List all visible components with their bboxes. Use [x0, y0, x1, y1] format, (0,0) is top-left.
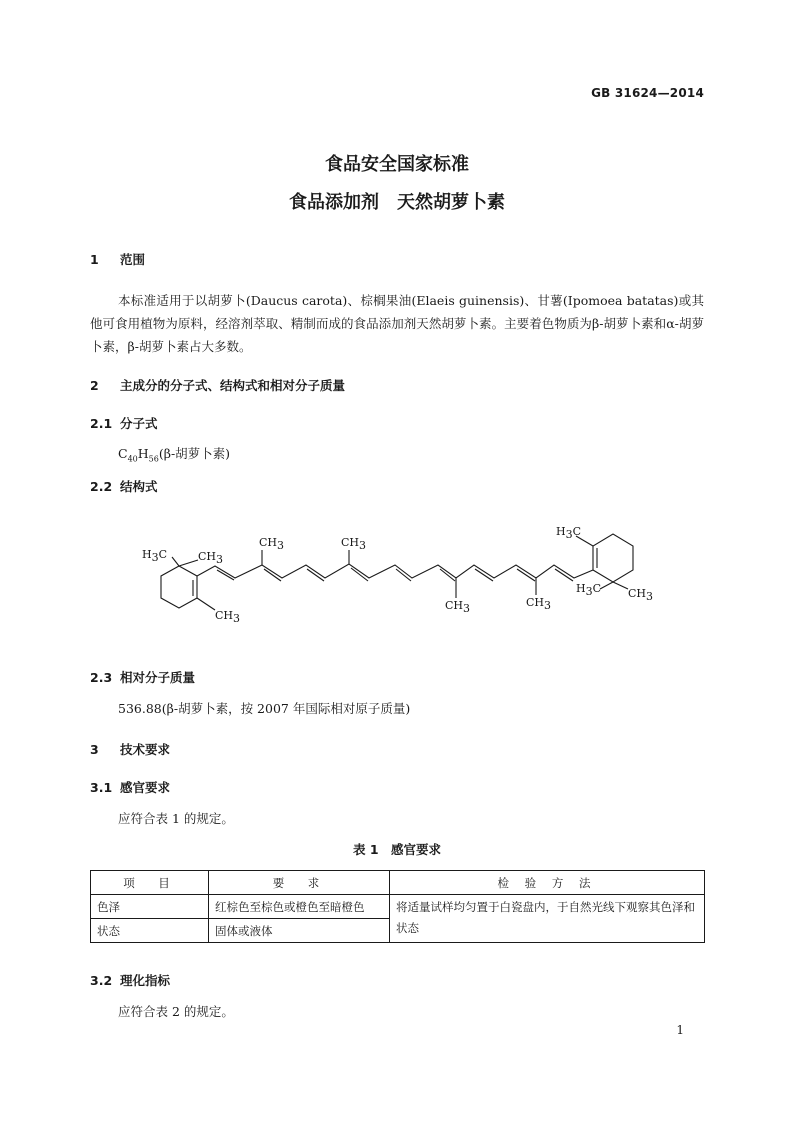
molecular-formula: $C_{40}H_{56}(\beta-$胡萝卜素) [118, 446, 231, 464]
structural-formula [135, 515, 665, 630]
header-item: 项 目 [91, 871, 209, 895]
label-ch3-chain-2: CH3 [341, 536, 367, 552]
section-1-heading [90, 250, 145, 268]
section-2-2-heading [90, 477, 158, 495]
section-number: 2 [90, 378, 99, 393]
document-title: 食品安全国家标准 [325, 154, 469, 175]
section-title: 理化指标 [120, 973, 171, 988]
physchem-requirement-text: 应符合表 2 的规定。 [118, 1004, 234, 1019]
document-subtitle: 食品添加剂 天然胡萝卜素 [289, 192, 505, 213]
section-3-heading [90, 740, 170, 758]
sensory-requirements-table [90, 870, 705, 943]
section-2-3-heading [90, 668, 195, 686]
label-ch3-chain-3: CH3 [445, 599, 471, 615]
page-number: 1 [676, 1023, 684, 1037]
label-ch3-chain-1: CH3 [259, 536, 285, 552]
label-h3c-left: H3C [142, 548, 168, 564]
header-method: 检 验 方 法 [390, 871, 705, 895]
table-1-caption: 表 1 感官要求 [352, 842, 442, 857]
label-ch3-ring-left: CH3 [215, 609, 241, 625]
section-title: 主成分的分子式、结构式和相对分子质量 [120, 378, 346, 393]
molecular-mass: 536.88(β-胡萝卜素，按 2007 年国际相对原子质量) [118, 701, 411, 716]
section-number: 2.3 [90, 670, 113, 685]
section-2-heading [90, 376, 345, 394]
label-ch3-gem-right: CH3 [628, 587, 654, 603]
row-item: 状态 [91, 919, 209, 943]
row-method: 将适量试样均匀置于白瓷盘内，于自然光线下观察其色泽和状态 [390, 895, 705, 943]
section-3-2-heading [90, 971, 170, 989]
section-title: 技术要求 [120, 742, 171, 757]
standard-code: GB 31624—2014 [591, 86, 704, 100]
section-title: 相对分子质量 [120, 670, 196, 685]
section-number: 2.2 [90, 479, 113, 494]
row-item: 色泽 [91, 895, 209, 919]
section-2-1-heading [90, 414, 158, 432]
section-title: 范围 [120, 252, 146, 267]
label-h3c-gem-right: H3C [576, 582, 602, 598]
section-title: 结构式 [120, 479, 158, 494]
section-number: 3 [90, 742, 99, 757]
header-requirement: 要 求 [209, 871, 390, 895]
section-number: 2.1 [90, 416, 113, 431]
row-requirement: 固体或液体 [209, 919, 390, 943]
row-requirement: 红棕色至棕色或橙色至暗橙色 [209, 895, 390, 919]
label-h3c-right: H3C [556, 525, 582, 541]
table-row [91, 895, 705, 919]
sensory-requirement-text: 应符合表 1 的规定。 [118, 811, 234, 826]
section-title: 分子式 [120, 416, 158, 431]
label-ch3-gem: CH3 [198, 550, 224, 566]
section-3-1-heading [90, 778, 170, 796]
section-number: 1 [90, 252, 99, 267]
section-number: 3.2 [90, 973, 113, 988]
table-header-row [91, 871, 705, 895]
section-title: 感官要求 [120, 780, 171, 795]
scope-paragraph: 本标准适用于以胡萝卜(Daucus carota)、棕榈果油(Elaeis guinensis)、甘薯(Ipomoea batatas)或其他可食用植物为原料，经溶剂萃取、精制而成的食品添加剂天然胡萝卜素。主要着色物质为β-胡萝卜素和α-胡萝卜素，β-胡萝卜素占大多数。 [90, 293, 704, 354]
label-ch3-chain-4: CH3 [526, 596, 552, 612]
section-number: 3.1 [90, 780, 113, 795]
